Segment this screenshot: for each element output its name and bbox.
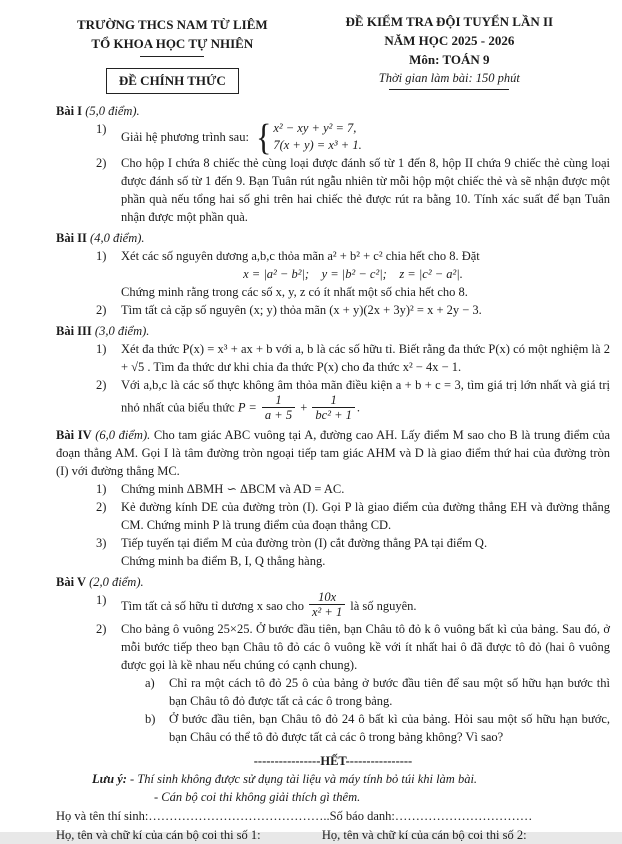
fraction-denominator: bc² + 1 [312, 407, 354, 422]
item-body [121, 376, 610, 423]
fraction-numerator: 1 [275, 393, 282, 407]
official-exam-badge: ĐỀ CHÍNH THỨC [106, 68, 239, 94]
item-text: Tìm tất cả cặp số nguyên (x; y) thỏa mãn (x + y)(2x + 3y)² = x + 2y − 3. [121, 303, 482, 317]
problem-1 [56, 102, 610, 226]
item-number: 1) [96, 342, 107, 356]
item-number: 2) [96, 156, 107, 170]
problem-4-item-1 [96, 480, 610, 498]
system-equation-2: 7(x + y) = x³ + 1. [273, 138, 362, 152]
system-equation-1: x² − xy + y² = 7, [273, 121, 357, 135]
problem-5-title: Bài V [56, 575, 86, 589]
problem-4-intro [56, 426, 610, 480]
proctor-1-label: Họ, tên và chữ kí của cán bộ coi thi số 1: [56, 828, 261, 842]
item-text: Cho hộp I chứa 8 chiếc thẻ cùng loại được đánh số từ 1 đến 8, hộp II chứa 9 chiếc thẻ cùng loại được đánh số từ 1 đến 9. Bạn Tuân rút ngẫu nhiên từ mỗi hộp một chiếc thẻ và sẽ nhận được một phần quà nếu tổng hai số ghi trên hai chiếc thẻ được rút ra bằng 10. Tính xác suất để bạn Tuân nhận được một phần quà. [121, 156, 610, 224]
subitem-letter: b) [145, 712, 156, 726]
note-line-1 [92, 770, 610, 788]
candidate-name-line: Họ và tên thí sinh:……………………………………..Số báo danh:…………………………… [56, 809, 533, 823]
proctor-signature-row [56, 826, 610, 844]
item-text: Kẻ đường kính DE của đường tròn (I). Gọi P là giao điểm của đường thẳng EH và đường thẳng CM. Chứng minh P là trung điểm của đoạn thẳng CD. [121, 500, 610, 532]
item-text: Chứng minh ΔBMH ∽ ΔBCM và AD = AC. [121, 482, 345, 496]
proctor-2-label: Họ, tên và chữ kí của cán bộ coi thi số 2: [321, 828, 527, 842]
equation-system [255, 116, 362, 158]
problem-3-points: (3,0 điểm). [94, 324, 150, 338]
problem-4-item-2 [96, 498, 610, 534]
expression-p-equals: P = [237, 400, 257, 415]
subject-line: Môn: TOÁN 9 [409, 52, 490, 67]
problem-5-heading [56, 573, 610, 591]
item-body [121, 116, 610, 158]
item-number: 2) [96, 378, 107, 392]
problem-5-points: (2,0 điểm). [89, 575, 144, 589]
item-number: 2) [96, 622, 107, 636]
period: . [356, 400, 361, 415]
item-text: Với a,b,c là các số thực không âm thỏa mãn điều kiện a + b + c = 3, tìm giá trị lớn nhất và giá trị nhỏ nhất của biểu thức [121, 378, 610, 415]
item-text: Tiếp tuyến tại điểm M của đường tròn (I) cắt đường thẳng PA tại điểm Q. [121, 536, 488, 550]
problem-4 [56, 426, 610, 570]
subitem-text: Ở bước đầu tiên, bạn Châu tô đỏ 24 ô bất kì của bảng. Hỏi sau một số hữu hạn bước, bạn Châu có thể tô đỏ được tất cả các ô trong bảng không? Vì sao? [169, 712, 610, 744]
problem-2-points: (4,0 điểm). [90, 231, 145, 245]
fraction-2 [312, 393, 354, 422]
problem-5-item-1 [96, 591, 610, 620]
system-lines [273, 120, 361, 154]
exam-title: ĐỀ KIỂM TRA ĐỘI TUYỂN LẦN II [345, 14, 554, 29]
note-text-1: - Thí sinh không được sử dụng tài liệu và máy tính bỏ túi khi làm bài. [126, 772, 478, 786]
school-block [56, 12, 289, 94]
problem-2-heading [56, 229, 610, 247]
school-year: NĂM HỌC 2025 - 2026 [384, 33, 515, 48]
problem-2-item-1-continuation: Chứng minh rằng trong các số x, y, z có ít nhất một số chia hết cho 8. [121, 285, 468, 299]
fraction-denominator: x² + 1 [309, 604, 345, 619]
problem-4-points: (6,0 điểm). [95, 428, 151, 442]
item-number: 3) [96, 536, 107, 550]
problem-3-item-2 [96, 376, 610, 423]
problem-2-item-2 [96, 301, 610, 319]
item-text: Cho bảng ô vuông 25×25. Ở bước đầu tiên, bạn Châu tô đỏ k ô vuông bất kì của bảng. Sau đó, ở mỗi bước tiếp theo bạn Châu tô đỏ các ô vuông kề với ít nhất hai ô đã được tô đỏ (hai ô vuông được gọi là kề nhau nếu chúng có cạnh chung). [121, 622, 610, 672]
problem-3-title: Bài III [56, 324, 92, 338]
header-divider-right [389, 89, 509, 90]
problem-5 [56, 573, 610, 746]
school-name: TRƯỜNG THCS NAM TỪ LIÊM [76, 17, 268, 32]
note-label: Lưu ý: [92, 772, 127, 786]
plus-sign: + [300, 400, 308, 415]
item-text-pre: Tìm tất cả số hữu tỉ dương x sao cho [121, 598, 304, 613]
problem-2 [56, 229, 610, 319]
duration-line: Thời gian làm bài: 150 phút [378, 71, 520, 85]
problem-2-item-1 [96, 247, 610, 265]
header-divider-left [140, 56, 204, 57]
item-text-post: là số nguyên. [350, 598, 417, 613]
problem-1-item-2 [96, 154, 610, 226]
problem-1-title: Bài I [56, 104, 83, 118]
problem-3 [56, 322, 610, 423]
fraction-denominator: a + 5 [262, 407, 295, 422]
item-number: 1) [96, 122, 107, 136]
subitem-text: Chỉ ra một cách tô đỏ 25 ô của bảng ở bước đầu tiên để sau một số hữu hạn bước thì bạn Châu tô đỏ được tất cả các ô trong bảng. [169, 676, 610, 708]
problem-1-heading [56, 102, 610, 120]
problem-4-item-3 [96, 534, 610, 552]
problem-3-item-1 [96, 340, 610, 376]
item-number: 2) [96, 500, 107, 514]
department-name: TỔ KHOA HỌC TỰ NHIÊN [91, 36, 254, 51]
problem-4-intro-text: Cho tam giác ABC vuông tại A, đường cao AH. Lấy điểm M sao cho B là trung điểm của đoạn thẳng AM. Gọi I là tâm đường tròn ngoại tiếp tam giác AHM và D là giao điểm thứ hai của đường tròn (I) với đường thẳng MC. [56, 428, 610, 478]
fraction-numerator: 10x [318, 590, 337, 604]
problem-5-item-2a [145, 674, 610, 710]
exam-header [56, 12, 610, 94]
note-line-2: - Cán bộ coi thi không giải thích gì thêm. [154, 790, 361, 804]
centered-equation: x = |a² − b²|; y = |b² − c²|; z = |c² − a²|. [243, 267, 463, 281]
exam-info-block [289, 12, 610, 94]
item-body [121, 591, 610, 620]
item-text: Xét đa thức P(x) = x³ + ax + b với a, b là các số hữu tỉ. Biết rằng đa thức P(x) có một nghiệm là 2 + √5 . Tìm đa thức dư khi chia đa thức P(x) cho đa thức x² − 4x − 1. [121, 342, 610, 374]
problem-2-title: Bài II [56, 231, 87, 245]
problem-5-item-2 [96, 620, 610, 674]
subitem-letter: a) [145, 676, 155, 690]
problem-4-title: Bài IV [56, 428, 92, 442]
item-number: 2) [96, 303, 107, 317]
item-number: 1) [96, 482, 107, 496]
problem-1-points: (5,0 điểm). [85, 104, 140, 118]
problem-3-heading [56, 322, 610, 340]
brace-glyph: { [255, 116, 272, 158]
problem-4-item-3-continuation: Chứng minh ba điểm B, I, Q thẳng hàng. [121, 554, 326, 568]
problem-5-item-2b [145, 710, 610, 746]
fraction [309, 590, 345, 619]
problem-1-item-1 [96, 116, 610, 158]
item-number: 1) [96, 249, 107, 263]
fraction-1 [262, 393, 295, 422]
item-number: 1) [96, 593, 107, 607]
end-marker: ----------------HẾT---------------- [253, 754, 413, 768]
item-text: Xét các số nguyên dương a,b,c thỏa mãn a² + b² + c² chia hết cho 8. Đặt [121, 249, 480, 263]
fraction-numerator: 1 [330, 393, 337, 407]
item-text: Giải hệ phương trình sau: [121, 130, 249, 144]
